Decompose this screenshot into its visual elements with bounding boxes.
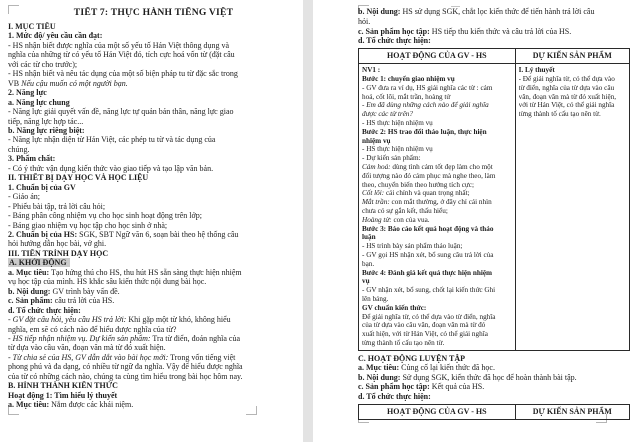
text-segment: b. Nội dung: [358, 7, 401, 16]
text-segment: a. Mục tiêu: [8, 400, 50, 410]
text-line [8, 60, 299, 69]
text-segment: luận [362, 233, 376, 242]
text-segment: Sử dụng SGK, kiến thức đã học để hoàn thành bài tập. [400, 372, 577, 382]
text-segment: - GV nhận xét, bổ sung, chốt lại kiến thức Ghi [362, 286, 496, 295]
text-line [362, 145, 512, 154]
text-segment: từ điển, nghĩa của từ dựa vào câu [518, 83, 615, 92]
text-segment: hỏi hướng dẫn học bài, vở ghi. [8, 239, 107, 249]
text-line [519, 66, 626, 75]
text-line [362, 198, 512, 207]
text-segment: hỏi. [358, 16, 371, 26]
text-line [362, 216, 512, 225]
text-segment: c. Sản phẩm: [8, 296, 53, 306]
text-segment: theo, chuyển biến theo hướng tích cực; [362, 180, 474, 189]
text-segment: Nếu cậu muốn có một người bạn. [21, 78, 128, 88]
text-segment: đối tượng nào đó cảm phục mà nghe theo, làm [362, 171, 496, 180]
text-line [8, 334, 299, 343]
text-line [8, 88, 299, 97]
text-segment: - Phiếu bài tập, trả lời câu hỏi; [8, 201, 106, 211]
text-segment: - Để giải nghĩa từ, có thể dựa vào [518, 74, 615, 83]
text-line [519, 110, 626, 119]
text-segment: b. Nội dung: [8, 286, 51, 296]
text-segment: cái chính và quan trọng nhất; [384, 189, 470, 198]
text-segment: với các từ cho trước); [8, 59, 78, 69]
text-segment: văn, đoạn văn mà từ đó xuất hiện, [518, 92, 617, 101]
text-segment: C. HOẠT ĐỘNG LUYỆN TẬP [358, 353, 466, 363]
text-segment: của từ có những cách nào, chúng ta cùng tìm hiểu trong bài học hôm nay. [8, 371, 243, 381]
text-line [362, 269, 512, 278]
text-segment: được các từ trên? [362, 110, 413, 119]
text-segment: c. Sản phẩm học tập: [358, 382, 430, 392]
text-segment: - Từ chia sẻ của HS, GV dẫn dắt vào bài học mới: [8, 352, 169, 362]
text-segment: A. KHỞI ĐỘNG [8, 258, 70, 267]
page2-outro-text [358, 354, 630, 402]
text-segment: Khi gặp một từ khó, không hiểu [126, 315, 231, 325]
text-segment: 2. Chuẩn bị của HS: [8, 229, 78, 239]
text-line [8, 372, 299, 381]
text-segment: 1. Chuẩn bị của GV [8, 182, 76, 192]
text-segment: từng thành tố cấu tạo nên từ. [362, 338, 445, 347]
text-segment: Tra từ điển, đoán nghĩa của [150, 333, 240, 343]
text-line [8, 400, 299, 409]
text-segment: B. HÌNH THÀNH KIẾN THỨC [8, 381, 118, 391]
text-line [8, 173, 299, 182]
text-line [8, 202, 299, 211]
text-segment: Bước 3: Báo cáo kết quả hoạt động và thảo [362, 224, 494, 233]
page-right [313, 0, 640, 442]
text-segment: GV chuẩn kiến thức: [362, 303, 427, 312]
activity-table-1-body [359, 64, 629, 350]
text-segment: phong phú và đa dạng, có nhiều từ ngữ đa nghĩa. Vậy để hiểu được nghĩa [8, 362, 243, 372]
text-line [358, 382, 630, 392]
text-segment: Bước 4: Đánh giá kết quả thực hiện nhiệm [362, 268, 493, 277]
text-segment: - Năng lực giải quyết vấn đề, năng lực tự quản bản thân, năng lực giao [8, 107, 234, 117]
text-line [362, 321, 512, 330]
activity-table-1 [358, 48, 630, 351]
text-line [519, 93, 626, 102]
text-line [362, 225, 512, 234]
text-line [362, 330, 512, 339]
text-line [362, 84, 512, 93]
text-segment: xuất hiện, với từ Hán Việt, có thể giải nghĩa [362, 330, 488, 339]
text-segment: GV trình bày vấn đề. [50, 286, 120, 296]
text-segment: III. TIẾN TRÌNH DẠY HỌC [8, 248, 109, 258]
text-line [362, 233, 512, 242]
text-line [362, 339, 512, 348]
text-segment: dùng tình cảm tốt đẹp làm cho một [390, 162, 493, 171]
text-line [362, 260, 512, 269]
text-line [8, 353, 299, 362]
text-line [362, 128, 512, 137]
text-line [8, 154, 299, 163]
text-segment: - HS thực hiện nhiệm vụ [362, 145, 433, 154]
text-segment: nghĩa của những từ có yếu tố Hán Việt đó, tích cực hoá vốn từ (đặt câu [8, 50, 235, 60]
text-line [362, 251, 512, 260]
text-segment: Cốt lõi: [362, 189, 385, 198]
text-line [8, 126, 299, 135]
text-segment: vụ [362, 277, 370, 286]
text-segment: Bước 1: chuyển giao nhiệm vụ [362, 74, 455, 83]
text-line [8, 315, 299, 324]
text-line [8, 239, 299, 248]
text-segment: chưa có sự gắn kết, thấu hiểu; [362, 206, 448, 215]
text-segment: a. Năng lực chung [8, 97, 70, 107]
text-segment: 1. Mức độ/ yêu cầu cần đạt: [8, 31, 103, 41]
page2-text-column [358, 7, 630, 420]
text-segment: c. Sản phẩm học tập: [358, 26, 430, 36]
table-header-du-kien: DỰ KIẾN SẢN PHẨM [532, 51, 612, 61]
text-segment: - HS tiếp nhận nhiệm vụ. Dự kiến sản phẩm: [8, 333, 151, 343]
text-line [362, 101, 512, 110]
text-line [8, 22, 299, 31]
text-line [362, 304, 512, 313]
text-segment: a. Mục tiêu: [8, 267, 50, 277]
text-segment: - Bảng phân công nhiệm vụ cho học sinh hoạt động trên lớp; [8, 211, 202, 221]
text-line [8, 343, 299, 352]
text-line [358, 27, 630, 37]
text-line [8, 211, 299, 220]
text-line [362, 137, 512, 146]
text-line [8, 258, 299, 267]
text-segment: 3. Phẩm chất: [8, 154, 56, 164]
du-kien-cell [516, 64, 629, 350]
text-segment: con mắt thường, ở đây chỉ cái nhìn [389, 198, 492, 207]
text-segment: vụ học tập của mình. HS khắc sâu kiến thức nội dung bài học. [8, 277, 207, 287]
page-gap [303, 0, 313, 442]
text-line [519, 101, 626, 110]
text-line [8, 362, 299, 371]
text-segment: Mắt trần: [362, 198, 390, 207]
text-line [8, 192, 299, 201]
text-line [358, 7, 630, 17]
text-line [362, 181, 512, 190]
text-segment: Hoàng tử: [362, 215, 392, 224]
text-segment: - GV đặt câu hỏi, yêu cầu HS trả lời: [8, 315, 127, 325]
text-line [358, 392, 630, 402]
text-segment: - Bảng giao nhiệm vụ học tập cho học sinh ở nhà; [8, 220, 168, 230]
text-segment: I. MỤC TIÊU [8, 22, 56, 31]
text-segment: b. Năng lực riêng biệt: [8, 125, 85, 135]
text-segment: d. Tổ chức thực hiện: [358, 36, 431, 46]
text-line [8, 79, 299, 88]
page-title: TIẾT 7: THỰC HÀNH TIẾNG VIỆT [73, 7, 234, 18]
text-line [362, 93, 512, 102]
page2-intro-text [358, 7, 630, 46]
text-line [8, 221, 299, 230]
text-segment: nhiệm vụ [362, 136, 391, 145]
text-line [8, 277, 299, 286]
text-segment: bạn. [362, 259, 375, 268]
text-line [8, 268, 299, 277]
text-line [8, 98, 299, 107]
text-segment: của từ dựa vào câu văn, đoạn văn mà từ đó [362, 321, 486, 330]
text-line [8, 230, 299, 239]
text-segment: a. Mục tiêu: [358, 363, 400, 373]
text-line [362, 207, 512, 216]
text-segment: Hoạt động 1: Tìm hiểu lý thuyết [8, 390, 118, 400]
text-line [8, 287, 299, 296]
text-segment: HS tiếp thu kiến thức và câu trả lời của HS. [429, 26, 572, 36]
text-segment: tiếp, năng lực hợp tác... [8, 116, 84, 126]
text-segment: - HS trình bày sản phẩm thảo luận; [362, 242, 463, 251]
text-segment: - Giáo án; [8, 192, 40, 202]
text-line [362, 242, 512, 251]
text-segment: Củng cố lại kiến thức đã học. [399, 363, 495, 373]
text-line [8, 117, 299, 126]
text-line [8, 135, 299, 144]
text-line [362, 286, 512, 295]
text-segment: Kết quả của HS. [429, 382, 485, 392]
text-segment: Cảm hoá: [362, 162, 391, 171]
text-segment: - Em đã dùng những cách nào để giải nghĩa [362, 101, 489, 110]
page1-body-text [8, 22, 299, 410]
text-segment: chúng. [8, 144, 30, 154]
text-segment: từ dựa vào câu văn, đoạn văn mà từ đó xuất hiện. [8, 343, 166, 353]
text-line [362, 277, 512, 286]
text-line [358, 373, 630, 383]
text-segment: VB [8, 78, 22, 88]
text-line [519, 84, 626, 93]
text-line [362, 189, 512, 198]
text-segment: nghĩa, em sẽ có cách nào để hiểu được nghĩa của từ? [8, 324, 177, 334]
text-segment: lên bảng. [362, 294, 389, 303]
text-line [358, 363, 630, 373]
text-line [362, 163, 512, 172]
text-segment: b. Nội dung: [358, 372, 401, 382]
text-segment: Bước 2: HS trao đổi thảo luận, thực hiện [362, 127, 487, 136]
text-segment: 2. Năng lực [8, 88, 47, 98]
text-line [362, 154, 512, 163]
text-segment: HS sử dụng SGK, chắt lọc kiến thức để tiến hành trả lời câu [400, 7, 595, 16]
activity-table-1-header [359, 49, 629, 64]
text-segment: con của vua. [391, 215, 430, 224]
table2-header-gv-hs: HOẠT ĐỘNG CỦA GV - HS [359, 405, 516, 419]
text-line [8, 31, 299, 40]
text-line [8, 381, 299, 390]
text-line [362, 75, 512, 84]
text-segment: SGK, SBT Ngữ văn 6, soạn bài theo hệ thống câu [77, 229, 239, 239]
text-line [362, 295, 512, 304]
activity-table-2-header [359, 405, 629, 419]
text-segment: Tạo hứng thú cho HS, thu hút HS sẵn sàng thực hiện nhiệm [49, 267, 242, 277]
table2-header-du-kien: DỰ KIẾN SẢN PHẨM [532, 406, 612, 416]
table-header-gv-hs: HOẠT ĐỘNG CỦA GV - HS [359, 49, 516, 63]
text-segment: - GV đưa ra ví dụ, HS giải nghĩa các từ : cảm [362, 83, 493, 92]
text-line [362, 119, 512, 128]
text-line [8, 296, 299, 305]
text-line [8, 107, 299, 116]
text-line [358, 17, 630, 27]
text-segment: - GV gọi HS nhận xét, bổ sung câu trả lời của [362, 250, 494, 259]
text-line [358, 354, 630, 364]
text-line [8, 325, 299, 334]
text-segment: Để giải nghĩa từ, có thể dựa vào từ điển, nghĩa [362, 312, 496, 321]
text-line [362, 110, 512, 119]
text-line [8, 50, 299, 59]
page-left [0, 0, 303, 442]
text-line [8, 145, 299, 154]
activity-table-2 [358, 404, 630, 420]
text-line [519, 75, 626, 84]
text-segment: Trong vốn tiếng việt [168, 352, 236, 362]
text-segment: - Năng lực nhận diện từ Hán Việt, các phép tu từ và tác dụng của [8, 135, 216, 145]
text-segment: với từ Hán Việt, có thể giải nghĩa [518, 101, 615, 110]
text-line [358, 36, 630, 46]
text-line [8, 249, 299, 258]
text-segment: I. Lý thuyết [518, 66, 555, 75]
text-segment: từng thành tố cấu tạo nên từ. [518, 110, 601, 119]
text-segment: hoá, cốt lõi, mắt trần, hoàng tử [362, 92, 451, 101]
text-segment: - Dự kiến sản phẩm: [362, 154, 421, 163]
text-segment: - HS nhận biết được nghĩa của một số yếu tố Hán Việt thông dụng và [8, 40, 230, 50]
text-segment: câu trả lời của HS. [52, 296, 115, 306]
text-segment: d. Tổ chức thực hiện: [358, 392, 431, 402]
text-line [8, 391, 299, 400]
text-segment: II. THIẾT BỊ DẠY HỌC VÀ HỌC LIỆU [8, 173, 149, 183]
text-line [8, 306, 299, 315]
text-line [8, 41, 299, 50]
text-line [8, 164, 299, 173]
text-segment: NV1 : [362, 66, 381, 75]
text-segment: - Có ý thức vận dụng kiến thức vào giao tiếp và tạo lập văn bản. [8, 163, 214, 173]
text-line [8, 183, 299, 192]
text-line [362, 313, 512, 322]
page1-text-column [8, 7, 299, 410]
text-segment: d. Tổ chức thực hiện: [8, 305, 81, 315]
text-segment: - HS nhận biết và nêu tác dụng của một số biện pháp tu từ đặc sắc trong [8, 69, 238, 79]
text-line [362, 66, 512, 75]
text-segment: - HS thực hiện nhiệm vụ [362, 118, 433, 127]
text-segment: Nắm được các khái niệm. [49, 400, 134, 410]
text-line [8, 69, 299, 78]
gv-hs-cell [359, 64, 516, 350]
text-line [362, 172, 512, 181]
